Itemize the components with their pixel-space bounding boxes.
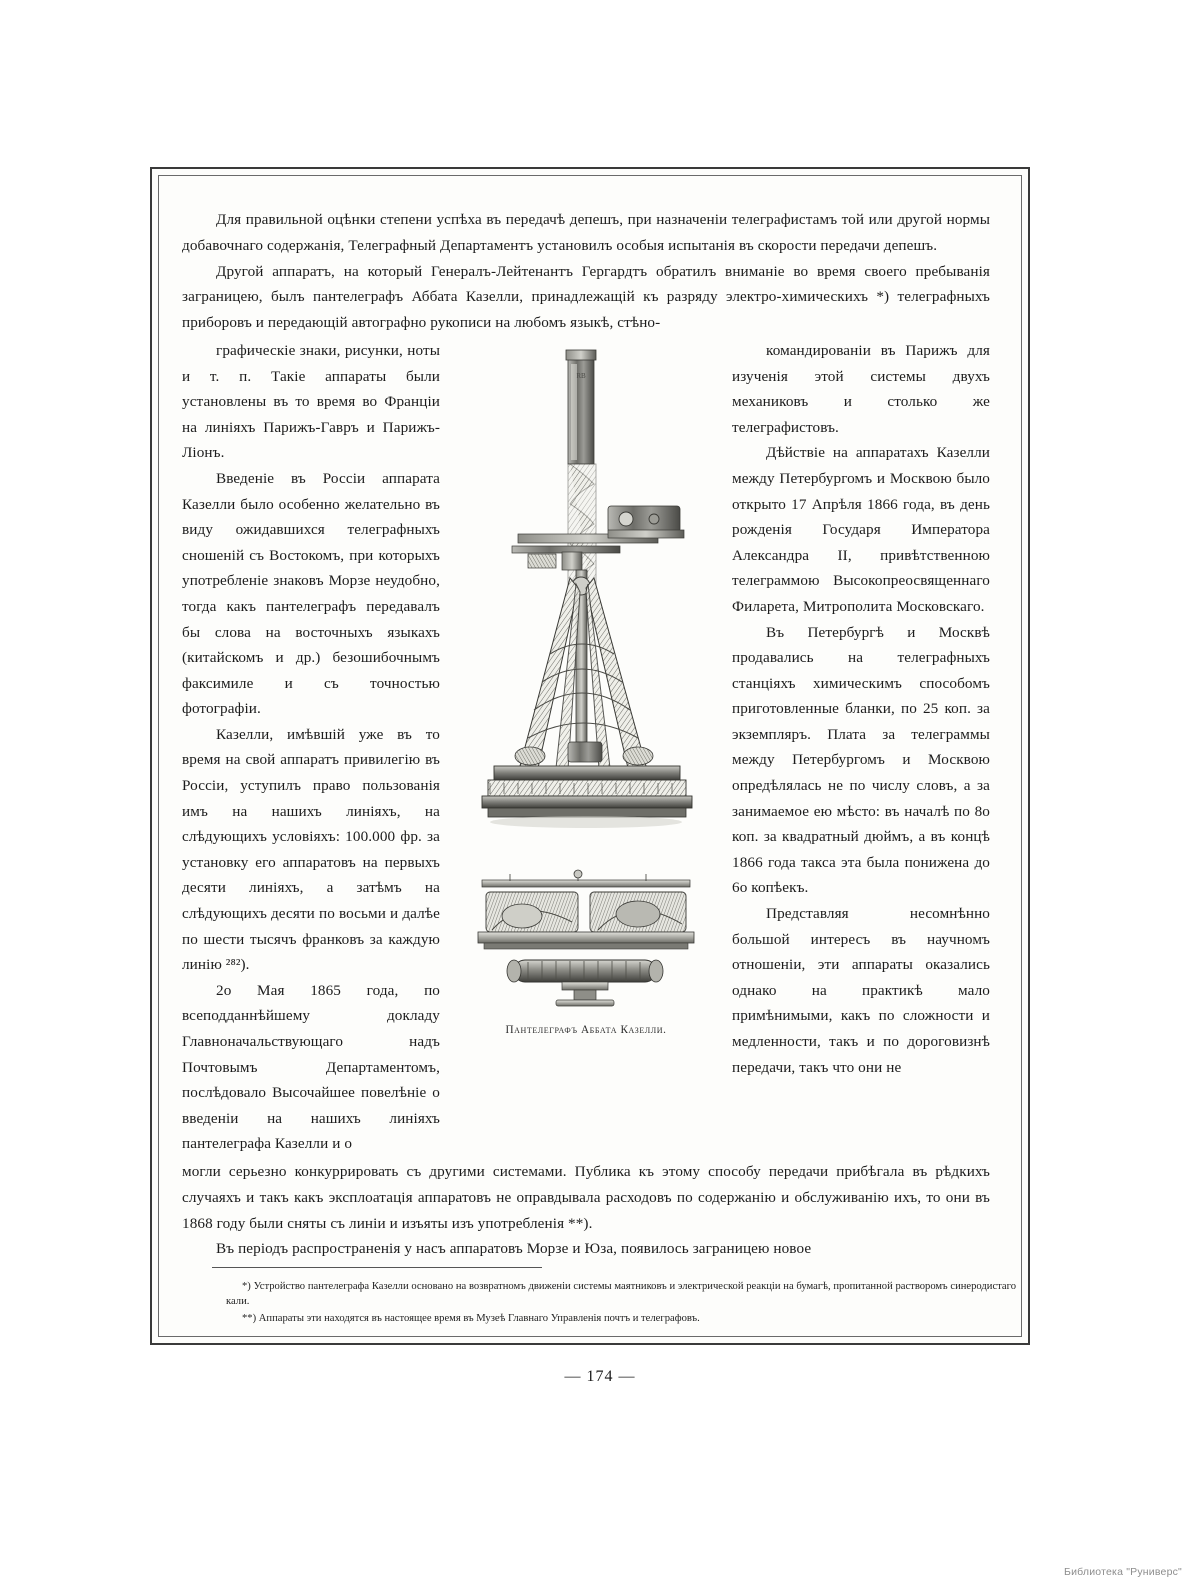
- bottom-paragraph-block: [182, 1159, 990, 1262]
- paragraph-right-2: Дѣйствіе на аппаратахъ Казелли между Петербургомъ и Москвою было открыто 17 Апрѣля 1866 года, въ день рожденія Государя Императора Александра II, привѣтственною телеграммою Высокопреосвященнаго Филарета, Митрополита Московскаго.: [732, 444, 990, 615]
- two-column-region: [182, 338, 990, 1153]
- page-content: [182, 207, 1016, 1324]
- paragraph-left-1: графическіе знаки, рисунки, ноты и т. п. Такіе аппараты были установлены въ то время во Франціи на линіяхъ Парижъ-Гавръ и Парижъ-Ліонъ.: [182, 341, 440, 462]
- paragraph-bottom-2: Въ періодъ распространенія у насъ аппаратовъ Морзе и Юза, появилось заграницею новое: [216, 1240, 812, 1258]
- footnote-divider: [212, 1267, 542, 1268]
- left-column: [182, 338, 440, 1157]
- paragraph-intro-1: Для правильной оцѣнки степени успѣха въ передачѣ депешъ, при назначеніи телеграфистамъ той или другой нормы добавочнаго содержанія, Телеграфный Департаментъ установилъ особыя испытанія въ скорости передачи депешъ.: [182, 211, 990, 254]
- page-border-frame: [150, 167, 1030, 1345]
- paragraph-bottom-1: могли серьезно конкуррировать съ другими системами. Публика къ этому способу передачи прибѣгала въ рѣдкихъ случаяхъ и такъ какъ эксплоатація аппаратовъ не оправдывала расходовъ по содержанію и обслуживанію ихъ, то они въ 1868 году были сняты съ линіи и изъяты изъ употребленія **).: [182, 1163, 990, 1232]
- pantelegraph-cylinder-engraving: [470, 868, 702, 1018]
- paragraph-left-4: 2о Мая 1865 года, по всеподданнѣйшему докладу Главноначальствующаго надъ Почтовымъ Департаментомъ, послѣдовало Высочайшее повелѣніе о введеніи на нашихъ линіяхъ пантелеграфа Казелли и о: [182, 981, 440, 1153]
- footnotes: [226, 1279, 1016, 1328]
- right-column: [732, 338, 990, 1080]
- paragraph-left-3: Казелли, имѣвшій уже въ то время на свой аппаратъ привилегію въ Россіи, уступилъ право пользованія имъ на нашихъ линіяхъ, на слѣдующихъ условіяхъ: 100.000 фр. за установку его аппаратовъ на первыхъ десяти линіяхъ, а затѣмъ на слѣдующихъ десяти по восьми и далѣе по шести тысячъ франковъ за каждую линію ²⁸²).: [182, 725, 440, 974]
- footnote-1: *) Устройство пантелеграфа Казелли основано на возвратномъ движеніи системы маятниковъ и электрической реакціи на бумагѣ, пропитанной растворомъ синеродистаго кали.: [226, 1281, 1016, 1307]
- pantelegraph-tower-engraving: [458, 338, 714, 858]
- page-number: — 174 —: [564, 1368, 636, 1385]
- paragraph-right-4: Представляя несомнѣнно большой интересъ въ научномъ отношеніи, эти аппараты оказались однако на практикѣ мало примѣнимыми, какъ по сложности и медленности, такъ и по дороговизнѣ передачи, такъ что они не: [732, 905, 990, 1076]
- paragraph-left-2: Введеніе въ Россіи аппарата Казелли было особенно желательно въ виду ожидавшихся телеграфныхъ сношеній съ Востокомъ, при которыхъ употребленіе знаковъ Морзе неудобно, тогда какъ пантелеграфъ передавалъ бы слова на восточныхъ языкахъ (китайскомъ и др.) безошибочнымъ факсимиле и съ точностью фотографіи.: [182, 469, 440, 718]
- svg-text:RB: RB: [576, 371, 586, 380]
- footnote-2: **) Аппараты эти находятся въ настоящее время въ Музеѣ Главнаго Управленія почтъ и телеграфовъ.: [242, 1313, 700, 1324]
- paragraph-intro-2: Другой аппаратъ, на который Генералъ-Лейтенантъ Гергардтъ обратилъ вниманіе во время своего пребыванія заграницею, былъ пантелеграфъ Аббата Казелли, принадлежащій къ разряду электро-химическихъ *) телеграфныхъ приборовъ и передающій автографно рукописи на любомъ языкѣ, стѣно-: [182, 262, 990, 332]
- figure-pantelegraph: [458, 338, 714, 1036]
- figure-caption: Пантелеграфъ Аббата Казелли.: [505, 1023, 667, 1036]
- paragraph-right-1: командированіи въ Парижъ для изученія этой системы двухъ механиковъ и столько же телеграфистовъ.: [732, 341, 990, 436]
- paragraph-right-3: Въ Петербургѣ и Москвѣ продавались на телеграфныхъ станціяхъ химическимъ способомъ приготовленные бланки, по 25 коп. за экземпляръ. Плата за телеграммы между Петербургомъ и Москвою опредѣлялась не по числу словъ, а за занимаемое ею мѣсто: въ началѣ по 8о коп. за квадратный дюймъ, а въ концѣ 1866 года такса эта была понижена до 6о копѣекъ.: [732, 623, 990, 897]
- library-watermark: Библиотека "Руниверс": [1064, 1566, 1182, 1578]
